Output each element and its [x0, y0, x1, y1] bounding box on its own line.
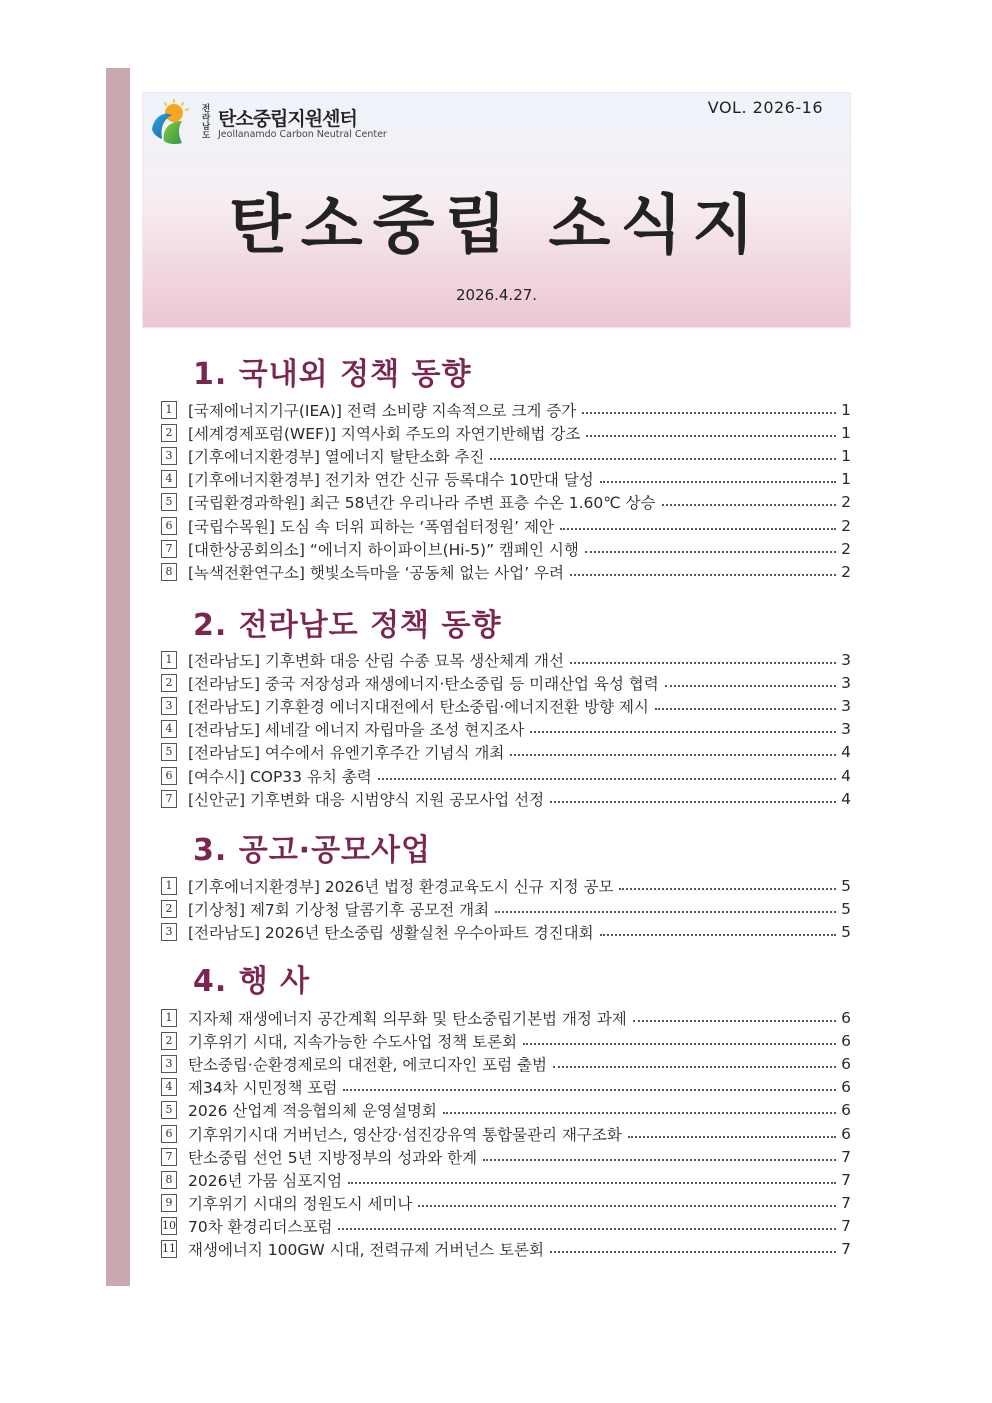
toc-item[interactable] — [161, 897, 851, 920]
toc-item[interactable] — [161, 468, 851, 491]
toc-item[interactable] — [161, 1099, 851, 1122]
leader-dots — [560, 528, 836, 530]
item-page: 4 — [841, 766, 851, 785]
logo — [148, 99, 398, 149]
leader-dots — [495, 911, 836, 913]
item-title: 탄소중립·순환경제로의 대전환, 에코디자인 포럼 출범 — [188, 1055, 547, 1074]
item-title: [전라남도] 기후변화 대응 산림 수종 묘목 생산체계 개선 — [188, 651, 564, 670]
item-title: 기후위기 시대, 지속가능한 수도사업 정책 토론회 — [188, 1032, 518, 1051]
item-page: 4 — [841, 789, 851, 808]
toc-list — [161, 874, 851, 944]
toc-item[interactable] — [161, 1076, 851, 1099]
item-title: 지자체 재생에너지 공간계획 의무화 및 탄소중립기본법 개정 과제 — [188, 1009, 627, 1028]
item-page: 6 — [841, 1054, 851, 1073]
leader-dots — [665, 685, 836, 687]
leader-dots — [582, 412, 836, 414]
toc-item[interactable] — [161, 1145, 851, 1168]
leader-dots — [483, 1159, 836, 1161]
item-page: 7 — [841, 1194, 851, 1213]
item-page: 6 — [841, 1124, 851, 1143]
toc-item[interactable] — [161, 421, 851, 444]
item-number: 4 — [161, 470, 177, 488]
item-number: 3 — [161, 923, 177, 941]
leader-dots — [655, 708, 836, 710]
toc-item[interactable] — [161, 920, 851, 943]
item-number: 1 — [161, 651, 177, 669]
item-title: 재생에너지 100GW 시대, 전력규제 거버넌스 토론회 — [188, 1241, 544, 1260]
side-bar — [106, 68, 130, 1286]
toc-item[interactable] — [161, 718, 851, 741]
item-number: 5 — [161, 493, 177, 511]
item-page: 7 — [841, 1170, 851, 1189]
leader-dots — [550, 1251, 836, 1253]
toc-item[interactable] — [161, 648, 851, 671]
item-page: 7 — [841, 1217, 851, 1236]
item-title: 기후위기시대 거버넌스, 영산강·섬진강유역 통합물관리 재구조화 — [188, 1125, 622, 1144]
item-number: 3 — [161, 697, 177, 715]
item-number: 3 — [161, 1055, 177, 1073]
item-title: [대한상공회의소] “에너지 하이파이브(Hi-5)” 캠페인 시행 — [188, 540, 579, 559]
item-page: 3 — [841, 650, 851, 669]
toc-item[interactable] — [161, 537, 851, 560]
item-number: 8 — [161, 1171, 177, 1189]
toc-item[interactable] — [161, 1238, 851, 1261]
item-page: 7 — [841, 1240, 851, 1259]
toc-item[interactable] — [161, 671, 851, 694]
item-number: 4 — [161, 720, 177, 738]
item-title: [세계경제포럼(WEF)] 지역사회 주도의 자연기반해법 강조 — [188, 424, 581, 443]
item-number: 7 — [161, 1148, 177, 1166]
toc-item[interactable] — [161, 874, 851, 897]
newsletter-header — [142, 92, 851, 328]
item-title: [기후에너지환경부] 2026년 법정 환경교육도시 신규 지정 공모 — [188, 877, 614, 896]
logo-org-name: 탄소중립지원센터 — [218, 108, 357, 130]
item-page: 2 — [841, 539, 851, 558]
item-number: 3 — [161, 447, 177, 465]
item-title: 70차 환경리더스포럼 — [188, 1218, 333, 1237]
section-title: 3. 공고·공모사업 — [193, 833, 431, 868]
leader-dots — [585, 551, 836, 553]
item-page: 3 — [841, 696, 851, 715]
toc-item[interactable] — [161, 764, 851, 787]
toc-item[interactable] — [161, 398, 851, 421]
item-title: [전라남도] 여수에서 유엔기후주간 기념식 개최 — [188, 744, 505, 763]
item-title: [전라남도] 기후환경 에너지대전에서 탄소중립·에너지전환 방향 제시 — [188, 697, 649, 716]
item-title: 기후위기 시대의 정원도시 세미나 — [188, 1195, 413, 1214]
leader-dots — [570, 662, 836, 664]
leader-dots — [586, 435, 836, 437]
item-page: 5 — [841, 922, 851, 941]
item-title: 탄소중립 선언 5년 지방정부의 성과와 한계 — [188, 1148, 478, 1167]
item-page: 5 — [841, 899, 851, 918]
item-number: 6 — [161, 1125, 177, 1143]
item-number: 10 — [161, 1217, 177, 1235]
item-number: 5 — [161, 743, 177, 761]
volume-number: VOL. 2026-16 — [707, 98, 823, 117]
item-page: 6 — [841, 1031, 851, 1050]
leader-dots — [570, 574, 836, 576]
toc-item[interactable] — [161, 1192, 851, 1215]
leader-dots — [343, 1089, 836, 1091]
toc-item[interactable] — [161, 1052, 851, 1075]
logo-org-english: Jeollanamdo Carbon Neutral Center — [218, 129, 387, 140]
item-page: 4 — [841, 743, 851, 762]
toc-item[interactable] — [161, 694, 851, 717]
item-page: 2 — [841, 493, 851, 512]
item-number: 7 — [161, 790, 177, 808]
item-number: 11 — [161, 1240, 177, 1258]
leader-dots — [490, 458, 836, 460]
item-number: 6 — [161, 767, 177, 785]
item-title: [국립수목원] 도심 속 더위 피하는 ‘폭염쉼터정원’ 제안 — [188, 517, 554, 536]
leader-dots — [600, 934, 836, 936]
item-page: 2 — [841, 562, 851, 581]
toc-item[interactable] — [161, 787, 851, 810]
item-number: 5 — [161, 1101, 177, 1119]
item-number: 9 — [161, 1194, 177, 1212]
leader-dots — [443, 1112, 836, 1114]
toc-list — [161, 648, 851, 810]
item-title: [녹색전환연구소] 햇빛소득마을 ‘공동체 없는 사업’ 우려 — [188, 563, 564, 582]
toc-item[interactable] — [161, 514, 851, 537]
leader-dots — [600, 481, 836, 483]
leader-dots — [550, 801, 836, 803]
section-title: 1. 국내외 정책 동향 — [193, 357, 472, 392]
logo-mark-icon — [148, 99, 196, 147]
leader-dots — [378, 778, 836, 780]
item-title: 2026 산업계 적응협의체 운영설명회 — [188, 1102, 437, 1121]
item-title: [국제에너지기구(IEA)] 전력 소비량 지속적으로 크게 증가 — [188, 401, 577, 420]
leader-dots — [633, 1020, 836, 1022]
item-page: 1 — [841, 446, 851, 465]
toc-item[interactable] — [161, 1006, 851, 1029]
item-title: 2026년 가뭄 심포지엄 — [188, 1171, 343, 1190]
item-number: 8 — [161, 563, 177, 581]
item-number: 1 — [161, 401, 177, 419]
item-title: [기상청] 제7회 기상청 달콤기후 공모전 개최 — [188, 900, 490, 919]
item-title: [여수시] COP33 유치 총력 — [188, 767, 372, 786]
item-page: 1 — [841, 400, 851, 419]
item-page: 6 — [841, 1101, 851, 1120]
toc-list — [161, 398, 851, 584]
item-number: 2 — [161, 900, 177, 918]
item-number: 1 — [161, 1009, 177, 1027]
leader-dots — [553, 1066, 836, 1068]
section-title: 4. 행 사 — [193, 964, 311, 999]
item-title: [전라남도] 세네갈 에너지 자립마을 조성 현지조사 — [188, 721, 525, 740]
item-number: 2 — [161, 674, 177, 692]
item-page: 3 — [841, 720, 851, 739]
item-page: 7 — [841, 1147, 851, 1166]
item-page: 5 — [841, 876, 851, 895]
newsletter-title: 탄소중립 소식지 — [228, 189, 765, 263]
section-title: 2. 전라남도 정책 동향 — [193, 608, 502, 643]
toc-item[interactable] — [161, 560, 851, 583]
item-title: [전라남도] 2026년 탄소중립 생활실천 우수아파트 경진대회 — [188, 923, 594, 942]
toc-item[interactable] — [161, 1029, 851, 1052]
item-title: [국립환경과학원] 최근 58년간 우리나라 주변 표층 수온 1.60℃ 상승 — [188, 494, 656, 513]
item-page: 1 — [841, 470, 851, 489]
toc-item[interactable] — [161, 1215, 851, 1238]
item-number: 1 — [161, 877, 177, 895]
leader-dots — [628, 1136, 836, 1138]
issue-date: 2026.4.27. — [455, 286, 538, 304]
logo-org-small: 전라남도 — [202, 104, 211, 141]
item-page: 1 — [841, 423, 851, 442]
leader-dots — [510, 754, 836, 756]
leader-dots — [523, 1043, 836, 1045]
leader-dots — [530, 731, 836, 733]
item-number: 2 — [161, 1032, 177, 1050]
toc-item[interactable] — [161, 444, 851, 467]
item-page: 3 — [841, 673, 851, 692]
item-title: [전라남도] 중국 저장성과 재생에너지·탄소중립 등 미래산업 육성 협력 — [188, 674, 659, 693]
toc-item[interactable] — [161, 1122, 851, 1145]
item-title: [기후에너지환경부] 열에너지 탈탄소화 추진 — [188, 447, 485, 466]
leader-dots — [619, 888, 836, 890]
toc-item[interactable] — [161, 1168, 851, 1191]
item-title: 제34차 시민정책 포럼 — [188, 1079, 338, 1098]
item-title: [신안군] 기후변화 대응 시범양식 지원 공모사업 선정 — [188, 790, 545, 809]
toc-item[interactable] — [161, 741, 851, 764]
item-number: 4 — [161, 1078, 177, 1096]
item-page: 6 — [841, 1008, 851, 1027]
item-page: 6 — [841, 1078, 851, 1097]
item-page: 2 — [841, 516, 851, 535]
item-number: 7 — [161, 540, 177, 558]
toc-item[interactable] — [161, 491, 851, 514]
leader-dots — [662, 504, 836, 506]
leader-dots — [418, 1205, 836, 1207]
item-number: 2 — [161, 424, 177, 442]
leader-dots — [348, 1182, 836, 1184]
toc-list — [161, 1006, 851, 1261]
item-title: [기후에너지환경부] 전기차 연간 신규 등록대수 10만대 달성 — [188, 471, 594, 490]
item-number: 6 — [161, 517, 177, 535]
leader-dots — [338, 1228, 836, 1230]
